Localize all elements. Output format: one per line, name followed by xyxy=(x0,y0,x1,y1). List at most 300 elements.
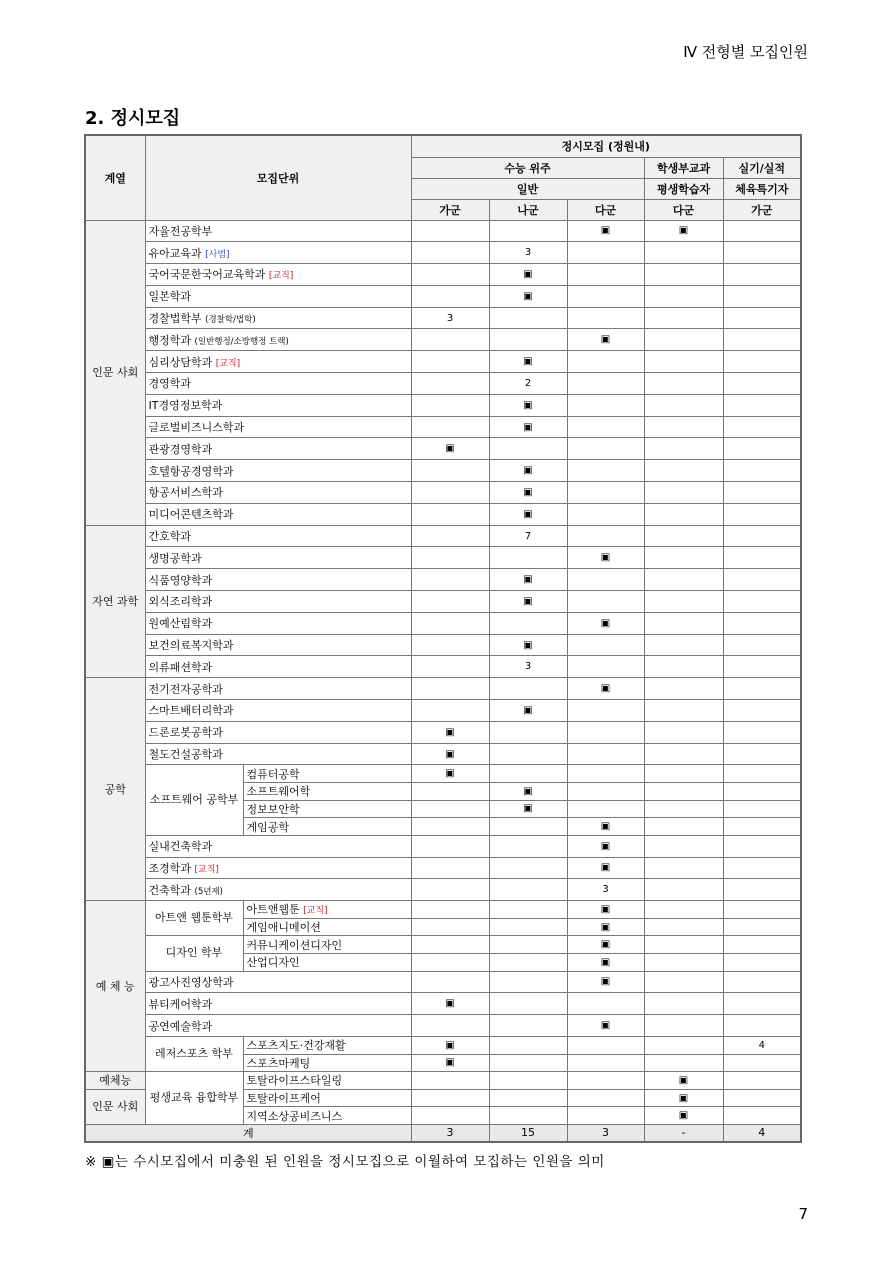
unit-name-text: 원예산림학과 xyxy=(148,617,213,631)
cell-na xyxy=(489,1036,567,1054)
table-row xyxy=(85,242,801,264)
cell-sg xyxy=(723,634,801,656)
cell-ga xyxy=(411,879,489,901)
cell-ga xyxy=(411,1089,489,1107)
group-label: 인문 사회 xyxy=(85,1089,145,1124)
group-label: 자연 과학 xyxy=(85,525,145,678)
cell-sg xyxy=(723,525,801,547)
cell-ga xyxy=(411,351,489,373)
subgroup-label: 소프트웨어 공학부 xyxy=(145,765,243,835)
cell-na xyxy=(489,971,567,993)
cell-na xyxy=(489,329,567,351)
cell-hb xyxy=(644,721,723,743)
cell-sg xyxy=(723,220,801,242)
cell-hb xyxy=(644,329,723,351)
cell-sg xyxy=(723,936,801,954)
cell-sg xyxy=(723,416,801,438)
col-header-cheyuk: 체육특기자 xyxy=(723,178,801,199)
cell-sg xyxy=(723,1015,801,1037)
cell-sg xyxy=(723,373,801,395)
cell-sg xyxy=(723,329,801,351)
cell-na: ▣ xyxy=(489,416,567,438)
cell-hb xyxy=(644,242,723,264)
cell-sg xyxy=(723,765,801,783)
unit-name-text: 정보보안학 xyxy=(246,802,300,816)
cell-na: 3 xyxy=(489,656,567,678)
cell-hb xyxy=(644,656,723,678)
cell-hb xyxy=(644,285,723,307)
table-row xyxy=(85,835,801,857)
cell-da: ▣ xyxy=(567,547,644,569)
table-row xyxy=(85,656,801,678)
cell-na xyxy=(489,857,567,879)
cell-da: ▣ xyxy=(567,818,644,836)
unit-name xyxy=(243,765,411,783)
table-row xyxy=(85,307,801,329)
cell-da xyxy=(567,460,644,482)
unit-name xyxy=(145,835,411,857)
cell-ga xyxy=(411,264,489,286)
unit-name xyxy=(145,438,411,460)
cell-sg xyxy=(723,656,801,678)
unit-name-text: 광고사진영상학과 xyxy=(148,975,234,989)
cell-ga xyxy=(411,1072,489,1090)
cell-ga xyxy=(411,612,489,634)
cell-na: 3 xyxy=(489,242,567,264)
unit-name-text: 보건의료복지학과 xyxy=(148,639,234,653)
cell-na xyxy=(489,678,567,700)
cell-hb xyxy=(644,634,723,656)
cell-ga: ▣ xyxy=(411,438,489,460)
cell-sg xyxy=(723,901,801,919)
unit-name xyxy=(243,953,411,971)
cell-na: ▣ xyxy=(489,634,567,656)
cell-da xyxy=(567,351,644,373)
page-number: 7 xyxy=(798,1205,808,1223)
cell-da xyxy=(567,743,644,765)
cell-na xyxy=(489,901,567,919)
cell-da xyxy=(567,503,644,525)
cell-na: ▣ xyxy=(489,591,567,613)
cell-ga xyxy=(411,503,489,525)
cell-hb xyxy=(644,835,723,857)
cell-da xyxy=(567,482,644,504)
footnote: ※ ▣는 수시모집에서 미충원 된 인원을 정시모집으로 이월하여 모집하는 인원을 의미 xyxy=(85,1154,605,1170)
cell-hb xyxy=(644,460,723,482)
unit-tag: (일반행정/소방행정 트랙) xyxy=(194,336,289,347)
cell-ga xyxy=(411,591,489,613)
total-da: 3 xyxy=(567,1124,644,1142)
cell-da: ▣ xyxy=(567,678,644,700)
cell-da xyxy=(567,1107,644,1125)
unit-name-text: 전기전자공학과 xyxy=(148,682,223,696)
subgroup-label: 아트앤 웹툰학부 xyxy=(145,901,243,936)
cell-da: ▣ xyxy=(567,835,644,857)
unit-name xyxy=(243,918,411,936)
cell-da xyxy=(567,656,644,678)
cell-ga xyxy=(411,329,489,351)
table-row xyxy=(85,936,801,954)
unit-name-text: 국어국문한국어교육학과 xyxy=(148,268,266,282)
unit-name-text: 드론로봇공학과 xyxy=(148,726,223,740)
unit-name xyxy=(145,503,411,525)
unit-name xyxy=(243,1107,411,1125)
unit-name xyxy=(145,394,411,416)
table-row xyxy=(85,373,801,395)
cell-ga xyxy=(411,373,489,395)
unit-tag: [교직] xyxy=(303,906,328,917)
cell-sg xyxy=(723,879,801,901)
cell-hb xyxy=(644,373,723,395)
unit-tag: (경찰학/법학) xyxy=(205,315,256,326)
unit-name xyxy=(145,857,411,879)
cell-hb: ▣ xyxy=(644,1072,723,1090)
total-sg: 4 xyxy=(723,1124,801,1142)
unit-name-text: 식품영양학과 xyxy=(148,573,213,587)
cell-na xyxy=(489,307,567,329)
cell-ga xyxy=(411,416,489,438)
unit-name xyxy=(145,879,411,901)
col-header-silgi: 실기/실적 xyxy=(723,157,801,178)
cell-na: 2 xyxy=(489,373,567,395)
col-header-top: 정시모집 (정원내) xyxy=(411,135,801,157)
unit-name-text: 게임애니메이션 xyxy=(246,921,321,935)
cell-da xyxy=(567,416,644,438)
table-row xyxy=(85,612,801,634)
cell-ga xyxy=(411,569,489,591)
unit-name-text: 생명공학과 xyxy=(148,551,202,565)
unit-name xyxy=(243,1054,411,1072)
col-header-unit: 모집단위 xyxy=(145,135,411,220)
unit-name-text: 자율전공학부 xyxy=(148,224,213,238)
table-row xyxy=(85,993,801,1015)
cell-hb xyxy=(644,918,723,936)
col-header-ga: 가군 xyxy=(411,199,489,220)
table-row xyxy=(85,438,801,460)
unit-name-text: 호텔항공경영학과 xyxy=(148,464,234,478)
cell-na xyxy=(489,612,567,634)
table-row xyxy=(85,765,801,783)
cell-da xyxy=(567,394,644,416)
cell-da: ▣ xyxy=(567,901,644,919)
unit-name xyxy=(145,525,411,547)
cell-na xyxy=(489,1089,567,1107)
unit-name-text: 지역소상공비즈니스 xyxy=(246,1109,343,1123)
cell-ga: ▣ xyxy=(411,993,489,1015)
col-header-gyeyeol: 계열 xyxy=(85,135,145,220)
cell-ga xyxy=(411,394,489,416)
unit-name xyxy=(145,351,411,373)
col-header-hakbu: 학생부교과 xyxy=(644,157,723,178)
cell-hb xyxy=(644,307,723,329)
cell-sg xyxy=(723,285,801,307)
cell-na: ▣ xyxy=(489,285,567,307)
unit-name-text: 글로벌비즈니스학과 xyxy=(148,421,245,435)
cell-hb xyxy=(644,264,723,286)
cell-na xyxy=(489,721,567,743)
cell-sg xyxy=(723,743,801,765)
cell-na xyxy=(489,993,567,1015)
cell-ga: ▣ xyxy=(411,765,489,783)
unit-name xyxy=(145,743,411,765)
table-row xyxy=(85,569,801,591)
unit-name-text: 스마트배터리학과 xyxy=(148,704,234,718)
cell-sg xyxy=(723,547,801,569)
col-header-na: 나군 xyxy=(489,199,567,220)
cell-da xyxy=(567,765,644,783)
unit-name-text: 외식조리학과 xyxy=(148,595,213,609)
cell-sg xyxy=(723,307,801,329)
table-row xyxy=(85,351,801,373)
table-row xyxy=(85,678,801,700)
unit-name-text: 토탈라이프스타일링 xyxy=(246,1074,343,1088)
cell-ga: 3 xyxy=(411,307,489,329)
unit-name xyxy=(243,1036,411,1054)
cell-na: 7 xyxy=(489,525,567,547)
cell-da: ▣ xyxy=(567,971,644,993)
group-label: 인문 사회 xyxy=(85,220,145,525)
cell-da xyxy=(567,569,644,591)
unit-name-text: 실내건축학과 xyxy=(148,840,213,854)
unit-name-text: 토탈라이프케어 xyxy=(246,1092,321,1106)
unit-name-text: 경영학과 xyxy=(148,377,192,391)
unit-name-text: 관광경영학과 xyxy=(148,442,213,456)
unit-name xyxy=(145,416,411,438)
group-label: 공학 xyxy=(85,678,145,901)
cell-sg xyxy=(723,971,801,993)
cell-na xyxy=(489,879,567,901)
cell-sg xyxy=(723,721,801,743)
unit-name-text: 행정학과 xyxy=(148,333,192,347)
table-row xyxy=(85,482,801,504)
col-header-suneung: 수능 위주 xyxy=(411,157,644,178)
cell-hb xyxy=(644,678,723,700)
unit-tag: [교직] xyxy=(194,864,219,875)
cell-ga: ▣ xyxy=(411,1054,489,1072)
cell-na: ▣ xyxy=(489,800,567,818)
cell-ga xyxy=(411,953,489,971)
cell-ga xyxy=(411,656,489,678)
cell-na: ▣ xyxy=(489,351,567,373)
unit-name xyxy=(145,700,411,722)
cell-hb xyxy=(644,438,723,460)
cell-sg xyxy=(723,438,801,460)
cell-sg xyxy=(723,460,801,482)
col-header-da: 다군 xyxy=(567,199,644,220)
cell-da: ▣ xyxy=(567,329,644,351)
cell-na xyxy=(489,936,567,954)
cell-sg xyxy=(723,242,801,264)
table-row xyxy=(85,220,801,242)
cell-na xyxy=(489,220,567,242)
cell-da xyxy=(567,700,644,722)
cell-ga xyxy=(411,700,489,722)
unit-name xyxy=(145,993,411,1015)
cell-da xyxy=(567,438,644,460)
cell-da xyxy=(567,634,644,656)
cell-sg xyxy=(723,835,801,857)
cell-hb xyxy=(644,416,723,438)
unit-name xyxy=(243,901,411,919)
unit-name xyxy=(145,569,411,591)
unit-name-text: 컴퓨터공학 xyxy=(246,767,300,781)
unit-name xyxy=(145,482,411,504)
cell-ga xyxy=(411,857,489,879)
cell-na: ▣ xyxy=(489,264,567,286)
cell-na: ▣ xyxy=(489,783,567,801)
cell-sg xyxy=(723,1089,801,1107)
unit-name-text: 뷰티케어학과 xyxy=(148,997,213,1011)
cell-da: ▣ xyxy=(567,857,644,879)
cell-da xyxy=(567,591,644,613)
cell-hb xyxy=(644,591,723,613)
unit-name xyxy=(145,373,411,395)
cell-hb xyxy=(644,700,723,722)
cell-ga xyxy=(411,901,489,919)
unit-name-text: 간호학과 xyxy=(148,530,192,544)
cell-ga xyxy=(411,460,489,482)
total-ga: 3 xyxy=(411,1124,489,1142)
total-na: 15 xyxy=(489,1124,567,1142)
cell-da xyxy=(567,993,644,1015)
unit-name xyxy=(145,547,411,569)
cell-da xyxy=(567,525,644,547)
cell-sg xyxy=(723,1107,801,1125)
cell-ga xyxy=(411,1107,489,1125)
table-row xyxy=(85,721,801,743)
cell-da xyxy=(567,264,644,286)
cell-hb xyxy=(644,569,723,591)
unit-name-text: 조경학과 xyxy=(148,861,192,875)
cell-na xyxy=(489,765,567,783)
unit-name xyxy=(145,460,411,482)
unit-tag: (5년제) xyxy=(194,886,223,897)
cell-hb xyxy=(644,547,723,569)
cell-hb: ▣ xyxy=(644,1107,723,1125)
cell-ga xyxy=(411,242,489,264)
cell-sg xyxy=(723,818,801,836)
total-label: 계 xyxy=(85,1124,411,1142)
cell-hb xyxy=(644,1036,723,1054)
cell-da: ▣ xyxy=(567,220,644,242)
unit-name-text: 미디어콘텐츠학과 xyxy=(148,508,234,522)
unit-name-text: 항공서비스학과 xyxy=(148,486,223,500)
cell-sg xyxy=(723,351,801,373)
cell-da xyxy=(567,1054,644,1072)
cell-sg xyxy=(723,569,801,591)
cell-ga: ▣ xyxy=(411,721,489,743)
subgroup-label: 디자인 학부 xyxy=(145,936,243,971)
table-row xyxy=(85,743,801,765)
unit-name xyxy=(145,591,411,613)
table-row xyxy=(85,1072,801,1090)
cell-na xyxy=(489,1015,567,1037)
table-row xyxy=(85,1036,801,1054)
unit-name xyxy=(145,634,411,656)
cell-na xyxy=(489,743,567,765)
group-label: 예 체 능 xyxy=(85,901,145,1072)
unit-tag: [교직] xyxy=(268,271,294,282)
table-row xyxy=(85,416,801,438)
table-row xyxy=(85,879,801,901)
unit-name-text: 의류패션학과 xyxy=(148,660,213,674)
unit-name xyxy=(145,1015,411,1037)
cell-sg xyxy=(723,993,801,1015)
table-row xyxy=(85,634,801,656)
cell-na xyxy=(489,918,567,936)
cell-ga xyxy=(411,678,489,700)
cell-na: ▣ xyxy=(489,569,567,591)
unit-name-text: 철도건설공학과 xyxy=(148,748,223,762)
unit-name xyxy=(243,936,411,954)
cell-hb xyxy=(644,525,723,547)
subgroup-label: 평생교육 융합학부 xyxy=(145,1072,243,1125)
table-row xyxy=(85,329,801,351)
unit-tag: [사범] xyxy=(205,249,230,260)
cell-na: ▣ xyxy=(489,460,567,482)
cell-na xyxy=(489,835,567,857)
cell-ga xyxy=(411,1015,489,1037)
cell-ga xyxy=(411,971,489,993)
cell-na xyxy=(489,1054,567,1072)
cell-hb xyxy=(644,503,723,525)
unit-name-text: 스포츠마케팅 xyxy=(246,1056,311,1070)
cell-ga xyxy=(411,918,489,936)
cell-da: ▣ xyxy=(567,1015,644,1037)
page-header: Ⅳ 전형별 모집인원 xyxy=(683,43,808,61)
table-row xyxy=(85,547,801,569)
unit-name xyxy=(145,612,411,634)
cell-ga: ▣ xyxy=(411,743,489,765)
cell-ga xyxy=(411,936,489,954)
unit-name xyxy=(145,971,411,993)
group-label: 예체능 xyxy=(85,1072,145,1090)
cell-ga xyxy=(411,835,489,857)
col-header-pyeong: 평생학습자 xyxy=(644,178,723,199)
col-header-ga2: 가군 xyxy=(723,199,801,220)
unit-name xyxy=(243,800,411,818)
cell-da xyxy=(567,1036,644,1054)
cell-sg xyxy=(723,953,801,971)
cell-hb xyxy=(644,482,723,504)
table-row xyxy=(85,591,801,613)
cell-sg xyxy=(723,918,801,936)
cell-na xyxy=(489,547,567,569)
unit-tag: [교직] xyxy=(215,358,241,369)
cell-hb xyxy=(644,857,723,879)
cell-da xyxy=(567,1072,644,1090)
cell-sg xyxy=(723,264,801,286)
unit-name xyxy=(145,678,411,700)
cell-sg xyxy=(723,678,801,700)
table-row xyxy=(85,264,801,286)
cell-na xyxy=(489,1072,567,1090)
unit-name xyxy=(243,783,411,801)
cell-sg xyxy=(723,612,801,634)
cell-ga xyxy=(411,818,489,836)
unit-name-text: 산업디자인 xyxy=(246,956,300,970)
unit-name xyxy=(145,721,411,743)
unit-name-text: 일본학과 xyxy=(148,290,192,304)
unit-name xyxy=(243,1072,411,1090)
cell-da xyxy=(567,783,644,801)
cell-hb: ▣ xyxy=(644,1089,723,1107)
cell-hb xyxy=(644,953,723,971)
cell-da: ▣ xyxy=(567,953,644,971)
unit-name xyxy=(243,818,411,836)
unit-name-text: 아트앤웹툰 xyxy=(246,903,300,917)
cell-da xyxy=(567,307,644,329)
